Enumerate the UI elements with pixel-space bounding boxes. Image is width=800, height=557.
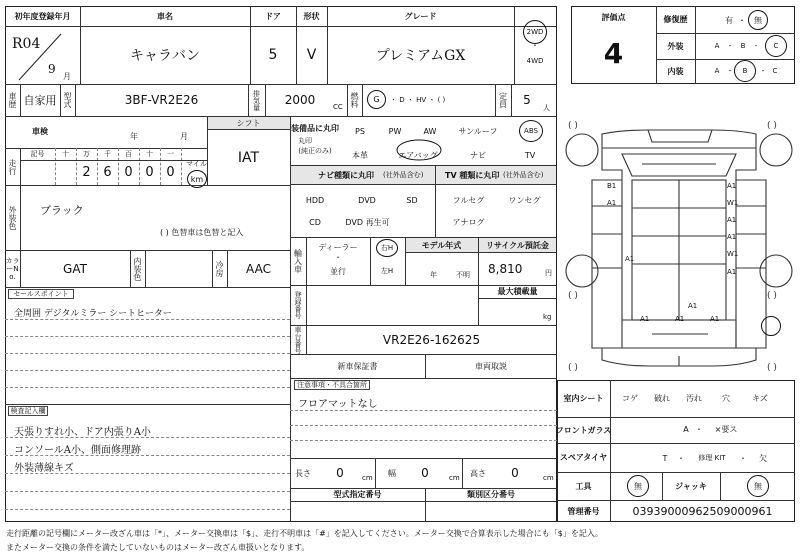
- reg-no-label: 登録番号: [294, 291, 302, 319]
- tools-value: 無: [634, 481, 642, 491]
- import-dealer: ディーラー: [318, 242, 358, 252]
- diagram-mark-a1-r4: A1: [727, 268, 737, 276]
- diagram-mark-a1-b3: A1: [675, 315, 685, 323]
- vehicle-manual: 車両取説: [475, 361, 507, 371]
- shaken-year-unit: 年: [130, 132, 138, 141]
- length-value: 0: [336, 466, 344, 480]
- fuel-label: 燃料: [350, 92, 359, 108]
- import-left-h: 左H: [380, 267, 394, 275]
- capacity: 5: [523, 93, 531, 107]
- interior-label: 内装: [667, 67, 684, 76]
- grade-header: グレード: [404, 11, 437, 21]
- month-unit: 月: [63, 72, 71, 81]
- diagram-mark-a1-b2: A1: [640, 315, 650, 323]
- width-value: 0: [421, 466, 429, 480]
- airbag-circle: [395, 138, 443, 162]
- equip-abs: ABS: [524, 127, 538, 135]
- displacement-label: 排気量: [252, 89, 261, 111]
- score-value: 4: [603, 36, 624, 70]
- diagram-mark-a1-b4: A1: [710, 315, 720, 323]
- height-unit: cm: [543, 474, 554, 482]
- windshield-dot: ・: [695, 424, 703, 434]
- recycle-unit: 円: [545, 269, 552, 277]
- inspection-line-2: コンソールA小、側面修理跡: [14, 445, 142, 456]
- inspection-line-1: 天張りすれ小、ドア内張りA小: [14, 427, 151, 438]
- car-name-header: 車名: [157, 11, 173, 21]
- equip-sunroof: サンルーフ: [458, 126, 498, 136]
- shaken-label: 車検: [32, 126, 48, 136]
- mileage-label: 走行: [8, 158, 17, 175]
- color-change-note: ( ) 色替車は色替と記入: [160, 228, 244, 237]
- mgmt-number: 03939000962509000961: [632, 504, 773, 518]
- repair-dot: ・: [738, 15, 746, 25]
- selling-points-text: 全周囲 デジタルミラー シートヒーター: [14, 309, 172, 319]
- import-right-h: 右H: [380, 244, 394, 252]
- width-label: 幅: [388, 468, 396, 478]
- car-category: 自家用: [23, 94, 57, 107]
- ext-grade-dot2: ・: [752, 42, 760, 50]
- equip-tv: TV: [524, 150, 536, 160]
- equip-ps: PS: [355, 126, 365, 136]
- windshield-label: フロントガラス: [555, 425, 612, 435]
- car-diagram: [562, 108, 796, 378]
- import-parallel: 並行: [330, 266, 346, 276]
- spare-label: スペアタイヤ: [559, 453, 608, 462]
- windshield-replace: ×要ス: [714, 424, 738, 434]
- max-load-label: 最大積載量: [497, 287, 538, 296]
- recycle-label: リサイクル預託金: [486, 240, 549, 250]
- equip-aw: AW: [423, 126, 437, 136]
- unit-man: 万: [83, 150, 90, 158]
- seat-stain: 汚れ: [686, 393, 702, 403]
- seat-hole: 穴: [722, 393, 730, 403]
- navi-dvd: DVD: [358, 195, 376, 205]
- repair-no: 無: [754, 15, 762, 25]
- equip-pw: PW: [388, 126, 402, 136]
- diagram-mark-a1-l1: A1: [607, 199, 617, 207]
- import-dot: ・: [334, 252, 342, 262]
- color-label: 外装色: [8, 205, 17, 230]
- width-unit: cm: [449, 474, 460, 482]
- fuel-options: ・ D ・ HV ・ ( ): [390, 96, 446, 104]
- diagram-mark-w1-r1: W1: [727, 199, 739, 207]
- aircon-label: 冷房: [215, 260, 224, 277]
- digit-hyaku: 0: [124, 165, 133, 180]
- unit-ichi: 一: [167, 150, 174, 158]
- color-no: GAT: [63, 261, 87, 276]
- displacement-unit: CC: [333, 103, 343, 111]
- chassis-number: VR2E26-162625: [382, 332, 481, 347]
- svg-text:( ): ( ): [767, 291, 777, 301]
- tv-analog: アナログ: [452, 217, 485, 227]
- seat-burn: コゲ: [622, 393, 638, 403]
- digit-juu: 0: [145, 165, 154, 180]
- drive-2wd: 2WD: [526, 28, 544, 36]
- equip-leather: 本革: [352, 150, 368, 160]
- diagram-mark-a1-r3: A1: [727, 233, 737, 241]
- height-label: 高さ: [470, 468, 486, 478]
- spare-kit: 修理 KIT: [698, 454, 726, 462]
- interior-color-label: 内装色: [133, 256, 142, 281]
- navi-sd: SD: [406, 195, 418, 205]
- drive-sep: ・: [531, 40, 539, 50]
- tools-label: 工具: [575, 481, 592, 491]
- svg-text:( ): ( ): [767, 121, 777, 131]
- wheel-mark-circle: [761, 316, 781, 336]
- recycle-amount: 8,810: [488, 262, 523, 276]
- height-value: 0: [511, 466, 519, 480]
- type-designation-label: 型式指定番号: [333, 490, 382, 499]
- windshield-a: A: [683, 424, 689, 434]
- jack-label: ジャッキ: [675, 481, 707, 491]
- svg-text:( ): ( ): [568, 121, 578, 131]
- ext-grade-a: A: [714, 42, 720, 50]
- tv-label: TV 種類に丸印: [445, 170, 500, 180]
- car-name: キャラバン: [130, 48, 200, 64]
- digit-sen: 6: [103, 165, 112, 180]
- drive-4wd: 4WD: [526, 57, 544, 65]
- spare-t: T: [662, 453, 668, 463]
- inspection-label: 検査記入欄: [8, 406, 48, 416]
- mileage-marker-label: 記号: [30, 150, 45, 158]
- svg-text:( ): ( ): [767, 363, 777, 373]
- int-grade-dot2: ・: [759, 67, 767, 75]
- unit-10man: 十: [62, 150, 69, 158]
- length-label: 長さ: [295, 468, 311, 478]
- ext-grade-dot1: ・: [726, 42, 734, 50]
- svg-text:( ): ( ): [568, 363, 578, 373]
- inspection-line-3: 外装薄線キズ: [14, 463, 74, 474]
- model-year-unit: 年: [430, 271, 437, 279]
- seat-scratch: キズ: [752, 393, 768, 403]
- footnote-line-2: またメーター交換の条件を満たしていないものはメーター改ざん車扱いとなります。: [6, 543, 310, 552]
- era-year: R04: [12, 36, 41, 52]
- equipment-sub: (純正のみ): [298, 147, 332, 155]
- selling-points-label: セールスポイント: [8, 289, 74, 299]
- diagram-mark-b1: B1: [607, 182, 617, 190]
- doors-value: 5: [268, 47, 278, 63]
- mgmt-label: 管理番号: [567, 506, 600, 516]
- seat-label: 室内シート: [563, 394, 604, 403]
- spare-dot2: ・: [739, 453, 747, 463]
- digit-ichi: 0: [166, 165, 175, 180]
- import-label: 輸入車: [293, 249, 303, 273]
- max-load-unit: kg: [543, 313, 552, 321]
- mileage-mile-label: マイル: [186, 160, 207, 168]
- digit-man: 2: [82, 165, 91, 180]
- reg-month: 9: [48, 62, 56, 76]
- spare-missing: 欠: [759, 453, 767, 463]
- diagram-mark-a1-b1: A1: [688, 302, 698, 310]
- exterior-label: 外装: [667, 41, 684, 51]
- score-label: 評価点: [601, 12, 626, 22]
- ext-grade-c: C: [773, 42, 779, 50]
- equip-airbag: エアバッグ: [398, 150, 438, 160]
- notes-text: フロアマットなし: [298, 399, 378, 410]
- navi-sub: (社外品含む): [383, 171, 424, 179]
- class-number-label: 類別区分番号: [467, 490, 515, 499]
- new-car-warranty: 新車保証書: [337, 361, 378, 371]
- repair-label: 修復歴: [663, 15, 688, 24]
- unit-sen: 千: [104, 150, 111, 158]
- shaken-month-unit: 月: [180, 132, 188, 141]
- digit-10man: [55, 160, 76, 185]
- displacement: 2000: [284, 93, 316, 107]
- color-no-label: カラーNo.: [5, 256, 20, 281]
- seat-tear: 破れ: [654, 393, 670, 403]
- fuel-g: G: [373, 95, 380, 104]
- diagram-mark-a1-r1: A1: [727, 182, 737, 190]
- mileage-km: km: [190, 174, 204, 184]
- diagram-mark-a1-r2: A1: [727, 216, 737, 224]
- unit-juu: 十: [146, 150, 153, 158]
- model-code: 3BF-VR2E26: [124, 93, 199, 107]
- capacity-unit: 人: [543, 104, 550, 112]
- navi-dvd-play: DVD 再生可: [345, 217, 390, 227]
- length-unit: cm: [362, 474, 373, 482]
- notes-label: 注意事項・不具合箇所: [294, 380, 370, 390]
- doors-header: ドア: [265, 11, 281, 21]
- grade-value: プレミアムGX: [375, 48, 466, 64]
- tv-sub: (社外品含む): [503, 171, 544, 179]
- unit-hyaku: 百: [125, 150, 132, 158]
- jack-value: 無: [754, 481, 762, 491]
- spare-dot: ・: [677, 453, 685, 463]
- tv-fullseg: フルセグ: [452, 195, 485, 205]
- model-year-unknown: 不明: [456, 271, 470, 279]
- tv-oneseg: ワンセグ: [508, 195, 541, 205]
- aircon: AAC: [246, 261, 271, 276]
- int-grade-a: A: [714, 67, 720, 75]
- diagram-mark-a1-l2: A1: [625, 255, 635, 263]
- capacity-label: 定員: [498, 92, 508, 108]
- car-category-label: 車歴: [8, 92, 17, 108]
- int-grade-c: C: [772, 67, 778, 75]
- svg-text:( ): ( ): [568, 291, 578, 301]
- reg-year-header: 初年度登録年月: [14, 11, 71, 21]
- navi-hdd: HDD: [305, 195, 325, 205]
- model-label: 型式: [63, 92, 72, 108]
- shift-label: シフト: [236, 118, 261, 128]
- shape-value: V: [306, 47, 317, 63]
- diagram-mark-w1-r2: W1: [727, 250, 739, 258]
- navi-cd: CD: [309, 217, 321, 227]
- chassis-label: 車台番号: [294, 325, 302, 354]
- int-grade-dot1: ・: [726, 67, 734, 75]
- shape-header: 形状: [303, 11, 320, 21]
- color-value: ブラック: [40, 204, 84, 217]
- model-year-label: モデル年式: [421, 240, 462, 250]
- repair-yes: 有: [725, 15, 733, 25]
- navi-label: ナビ種類に丸印: [318, 170, 374, 180]
- footnote-line-1: 走行距離の記号欄にメーター改ざん車は「*」、メーター交換車は「$」、走行不明車は「#」を記入してください。メーター交換で合算表示した場合にも「$」を記入。: [6, 529, 603, 538]
- equip-navi: ナビ: [470, 150, 486, 160]
- equipment-label: 装備品に丸印: [291, 123, 339, 133]
- shift-value: IAT: [237, 150, 260, 166]
- int-grade-b: B: [742, 67, 748, 75]
- ext-grade-b: B: [740, 42, 746, 50]
